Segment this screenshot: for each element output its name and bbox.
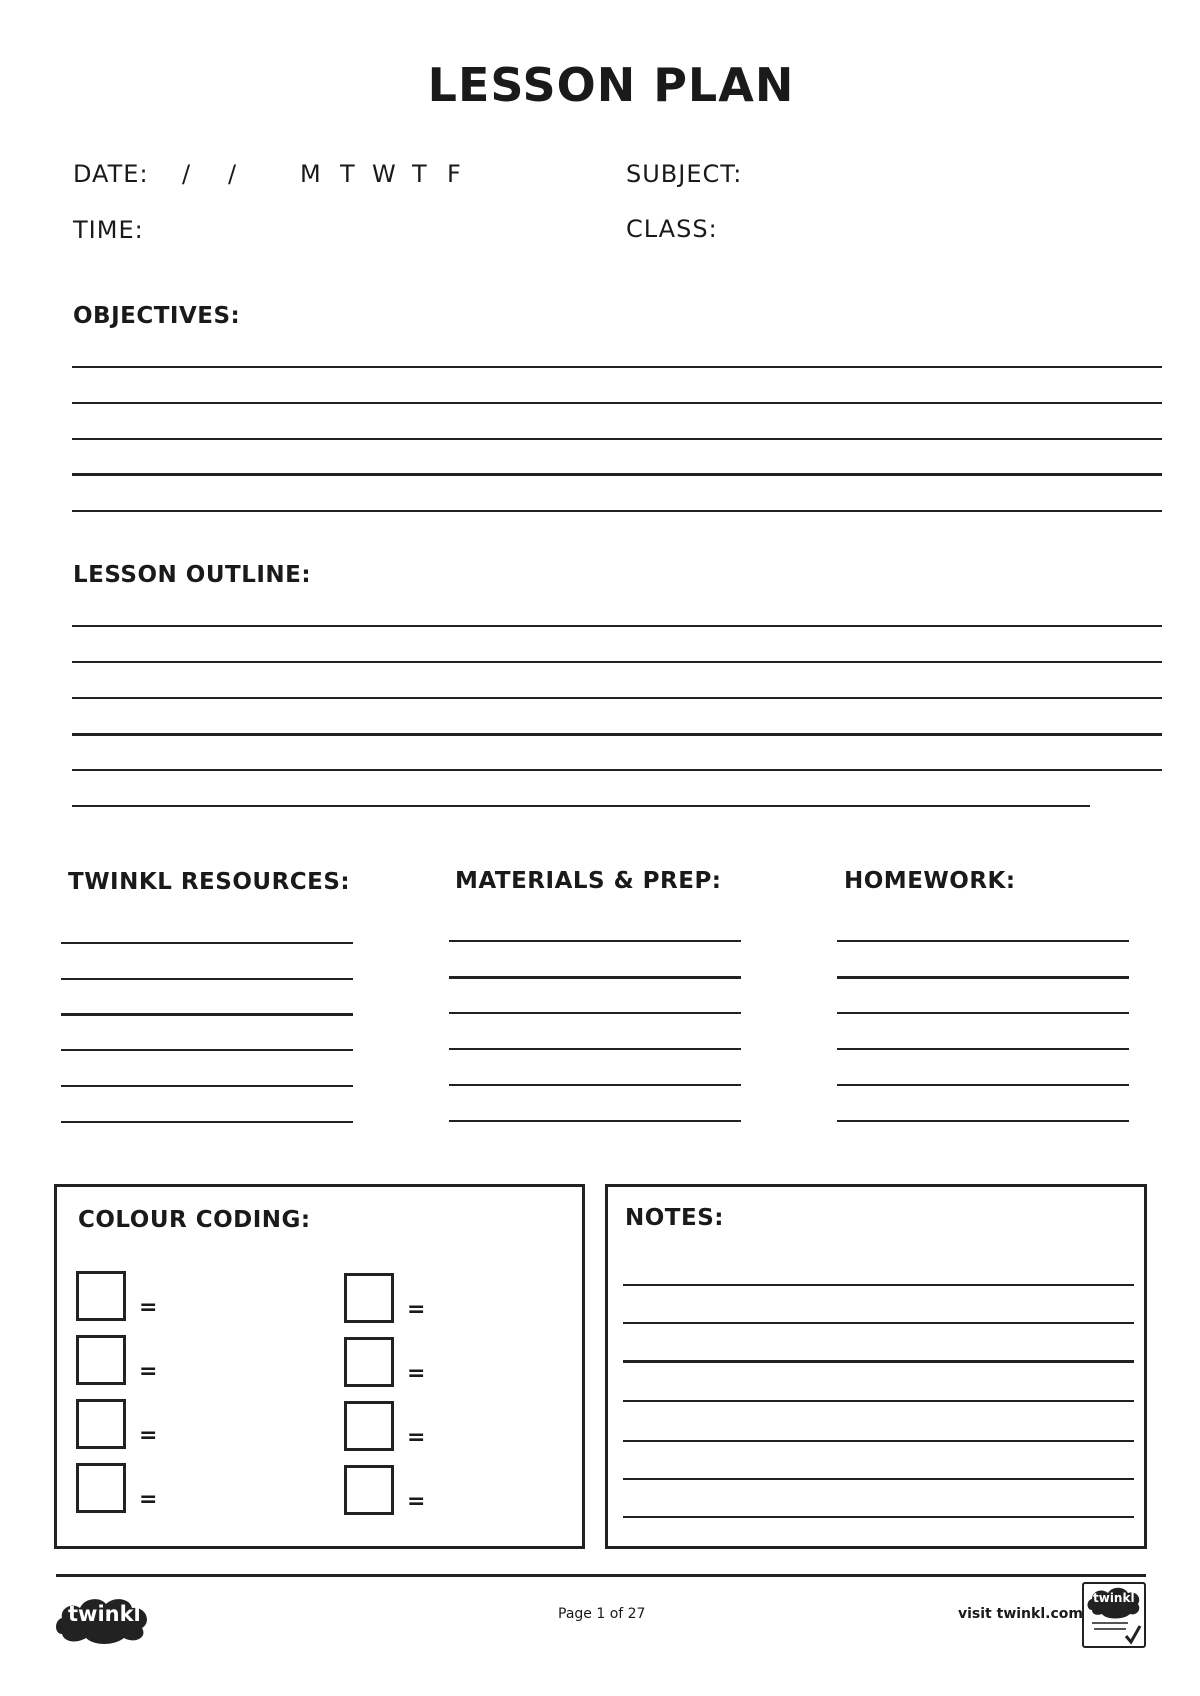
objectives-line[interactable] xyxy=(72,473,1162,476)
homework-line[interactable] xyxy=(837,1120,1129,1122)
quality-badge xyxy=(1082,1582,1146,1648)
day-friday[interactable]: F xyxy=(447,160,462,188)
equals-sign: = xyxy=(407,1425,426,1450)
lesson-outline-line[interactable] xyxy=(72,769,1162,771)
equals-sign: = xyxy=(139,1295,158,1320)
equals-sign: = xyxy=(139,1423,158,1448)
equals-sign: = xyxy=(139,1359,158,1384)
day-monday[interactable]: M xyxy=(300,160,322,188)
objectives-heading: OBJECTIVES: xyxy=(73,303,241,329)
colour-coding-heading: COLOUR CODING: xyxy=(78,1207,311,1233)
visit-link[interactable]: visit twinkl.com xyxy=(958,1606,1083,1622)
lesson-outline-line[interactable] xyxy=(72,805,1090,807)
homework-line[interactable] xyxy=(837,1048,1129,1050)
twinkl-resources-line[interactable] xyxy=(61,1013,353,1016)
colour-coding-box xyxy=(54,1184,585,1549)
colour-swatch[interactable] xyxy=(76,1335,126,1385)
lesson-outline-line[interactable] xyxy=(72,697,1162,699)
materials-prep-line[interactable] xyxy=(449,940,741,942)
footer-divider xyxy=(56,1574,1146,1577)
objectives-line[interactable] xyxy=(72,366,1162,368)
notes-line[interactable] xyxy=(623,1322,1134,1324)
notes-heading: NOTES: xyxy=(625,1205,724,1231)
materials-prep-heading: MATERIALS & PREP: xyxy=(455,868,722,894)
materials-prep-line[interactable] xyxy=(449,1084,741,1086)
homework-line[interactable] xyxy=(837,940,1129,942)
notes-line[interactable] xyxy=(623,1360,1134,1363)
notes-line[interactable] xyxy=(623,1440,1134,1442)
materials-prep-line[interactable] xyxy=(449,1120,741,1122)
colour-swatch[interactable] xyxy=(344,1401,394,1451)
twinkl-logo[interactable] xyxy=(54,1590,154,1644)
page-number: Page 1 of 27 xyxy=(558,1606,646,1622)
objectives-line[interactable] xyxy=(72,402,1162,404)
homework-heading: HOMEWORK: xyxy=(844,868,1016,894)
notes-line[interactable] xyxy=(623,1516,1134,1518)
class-label: CLASS: xyxy=(626,215,718,243)
day-wednesday[interactable]: W xyxy=(372,160,397,188)
colour-swatch[interactable] xyxy=(76,1463,126,1513)
notes-line[interactable] xyxy=(623,1284,1134,1286)
materials-prep-line[interactable] xyxy=(449,976,741,979)
colour-swatch[interactable] xyxy=(76,1399,126,1449)
colour-swatch[interactable] xyxy=(344,1465,394,1515)
homework-line[interactable] xyxy=(837,1012,1129,1014)
twinkl-resources-line[interactable] xyxy=(61,942,353,944)
homework-line[interactable] xyxy=(837,1084,1129,1086)
lesson-outline-line[interactable] xyxy=(72,661,1162,663)
homework-line[interactable] xyxy=(837,976,1129,979)
twinkl-resources-heading: TWINKL RESOURCES: xyxy=(68,869,351,895)
date-separator: / xyxy=(228,160,238,188)
day-thursday[interactable]: T xyxy=(412,160,428,188)
colour-swatch[interactable] xyxy=(76,1271,126,1321)
time-label: TIME: xyxy=(73,216,144,244)
equals-sign: = xyxy=(407,1489,426,1514)
equals-sign: = xyxy=(407,1361,426,1386)
lesson-outline-line[interactable] xyxy=(72,733,1162,736)
twinkl-resources-line[interactable] xyxy=(61,1121,353,1123)
notes-line[interactable] xyxy=(623,1478,1134,1480)
notes-line[interactable] xyxy=(623,1400,1134,1402)
notes-box xyxy=(605,1184,1147,1549)
twinkl-resources-line[interactable] xyxy=(61,1049,353,1051)
equals-sign: = xyxy=(139,1487,158,1512)
colour-swatch[interactable] xyxy=(344,1337,394,1387)
date-separator: / xyxy=(182,160,192,188)
lesson-outline-line[interactable] xyxy=(72,625,1162,627)
twinkl-logo-text: twinkl xyxy=(68,1602,141,1626)
twinkl-resources-line[interactable] xyxy=(61,1085,353,1087)
materials-prep-line[interactable] xyxy=(449,1012,741,1014)
lesson-outline-heading: LESSON OUTLINE: xyxy=(73,562,312,588)
date-label: DATE: xyxy=(73,160,149,188)
day-tuesday[interactable]: T xyxy=(340,160,356,188)
objectives-line[interactable] xyxy=(72,438,1162,440)
colour-swatch[interactable] xyxy=(344,1273,394,1323)
equals-sign: = xyxy=(407,1297,426,1322)
quality-badge-text: twinkl xyxy=(1093,1591,1135,1605)
page-title: LESSON PLAN xyxy=(427,58,795,112)
objectives-line[interactable] xyxy=(72,510,1162,512)
subject-label: SUBJECT: xyxy=(626,160,743,188)
materials-prep-line[interactable] xyxy=(449,1048,741,1050)
twinkl-resources-line[interactable] xyxy=(61,978,353,980)
